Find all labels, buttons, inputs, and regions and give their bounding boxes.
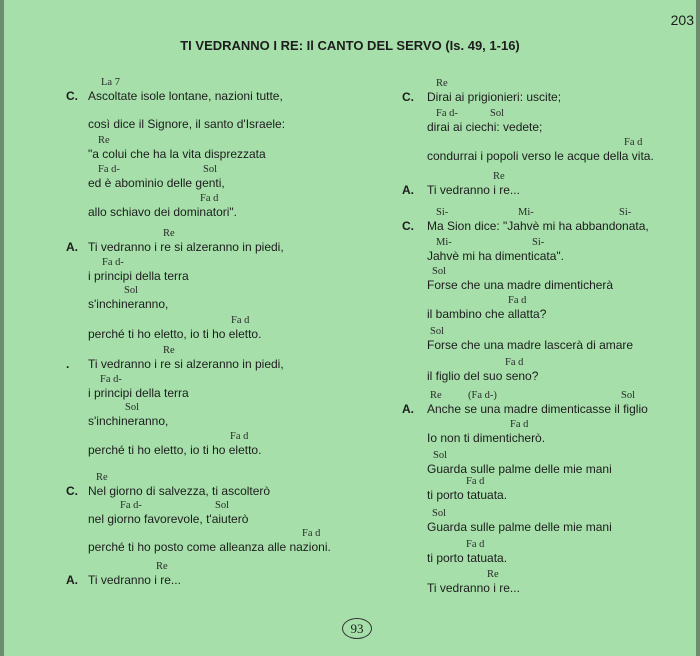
right-chord: Fa d- [436, 108, 458, 119]
left-lyric-line: nel giorno favorevole, t'aiuterò [88, 512, 249, 526]
footer-page-number: 93 [342, 618, 372, 639]
right-lyric-line: Anche se una madre dimenticasse il figlio [427, 402, 648, 416]
left-chord: Re [96, 472, 108, 483]
right-chord: Sol [432, 266, 447, 277]
left-chord: La 7 [101, 77, 120, 88]
right-lyric-line: Ti vedranno i re... [427, 183, 520, 197]
left-chord: Sol [203, 164, 218, 175]
right-chord: Fa d [624, 137, 643, 148]
left-lyric-line: così dice il Signore, il santo d'Israele: [88, 117, 286, 131]
left-lyric-line: ed è abominio delle genti, [88, 176, 225, 190]
left-chord: Fa d [200, 193, 219, 204]
right-lyric-line: Ma Sion dice: "Jahvè mi ha abbandonata, [427, 219, 649, 233]
right-chord: Mi- [436, 237, 452, 248]
right-chord: Re [436, 78, 448, 89]
left-chord: Fa d [302, 528, 321, 539]
left-chord: Fa d- [98, 164, 120, 175]
right-chord: Mi- [518, 207, 534, 218]
right-chord: Si- [436, 207, 449, 218]
right-chord: Si- [619, 207, 632, 218]
right-lyric-line: dirai ai ciechi: vedete; [427, 120, 543, 134]
right-chord: Fa d [505, 357, 524, 368]
left-chord: Sol [124, 285, 139, 296]
right-chord: Fa d [508, 295, 527, 306]
left-lyric-line: perché ti ho eletto, io ti ho eletto. [88, 443, 262, 457]
left-lyric-line: i principi della terra [88, 386, 189, 400]
right-chord: Sol [432, 508, 447, 519]
left-part-label: C. [66, 89, 78, 103]
left-page-edge [0, 0, 4, 656]
left-part-label: A. [66, 240, 78, 254]
right-chord: Sol [430, 326, 445, 337]
right-chord: Fa d [510, 419, 529, 430]
left-lyric-line: Ti vedranno i re si alzeranno in piedi, [88, 357, 284, 371]
right-part-label: C. [402, 90, 414, 104]
right-lyric-line: Io non ti dimenticherò. [427, 431, 546, 445]
left-part-label: A. [66, 573, 78, 587]
left-chord: Sol [125, 402, 140, 413]
left-chord: Fa d [230, 431, 249, 442]
right-part-label: A. [402, 183, 414, 197]
left-lyric-line: s'inchineranno, [88, 414, 169, 428]
left-chord: Fa d- [120, 500, 142, 511]
right-part-label: C. [402, 219, 414, 233]
right-chord: Re [430, 390, 442, 401]
left-lyric-line: i principi della terra [88, 269, 189, 283]
left-lyric-line: perché ti ho posto come alleanza alle nazioni. [88, 540, 331, 554]
left-lyric-line: Ti vedranno i re si alzeranno in piedi, [88, 240, 284, 254]
right-lyric-line: Guarda sulle palme delle mie mani [427, 462, 612, 476]
right-part-label: A. [402, 402, 414, 416]
right-chord: Fa d [466, 539, 485, 550]
left-part-label: . [66, 357, 70, 371]
right-chord: Sol [433, 450, 448, 461]
right-lyric-line: ti porto tatuata. [427, 551, 508, 565]
right-lyric-line: Forse che una madre lascerà di amare [427, 338, 634, 352]
left-chord: Re [98, 135, 110, 146]
right-lyric-line: Dirai ai prigionieri: uscite; [427, 90, 562, 104]
left-chord: Re [156, 561, 168, 572]
left-part-label: C. [66, 484, 78, 498]
right-chord: (Fa d-) [468, 390, 497, 401]
right-chord: Sol [490, 108, 505, 119]
left-chord: Re [163, 345, 175, 356]
right-lyric-line: Ti vedranno i re... [427, 581, 520, 595]
right-lyric-line: condurrai i popoli verso le acque della vita. [427, 149, 654, 163]
right-lyric-line: Jahvè mi ha dimenticata". [427, 249, 564, 263]
left-lyric-line: "a colui che ha la vita disprezzata [88, 147, 266, 161]
right-lyric-line: Forse che una madre dimenticherà [427, 278, 614, 292]
left-chord: Fa d [231, 315, 250, 326]
song-title: TI VEDRANNO I RE: Il CANTO DEL SERVO (Is. 49, 1-16) [180, 38, 520, 53]
left-lyric-line: Ascoltate isole lontane, nazioni tutte, [88, 89, 283, 103]
left-chord: Sol [215, 500, 230, 511]
right-lyric-line: Guarda sulle palme delle mie mani [427, 520, 612, 534]
right-chord: Fa d [466, 476, 485, 487]
left-lyric-line: allo schiavo dei dominatori". [88, 205, 238, 219]
right-page-edge [696, 0, 700, 656]
right-lyric-line: il bambino che allatta? [427, 307, 547, 321]
right-chord: Sol [621, 390, 636, 401]
right-lyric-line: ti porto tatuata. [427, 488, 508, 502]
right-chord: Re [487, 569, 499, 580]
left-lyric-line: perché ti ho eletto, io ti ho eletto. [88, 327, 262, 341]
left-chord: Fa d- [100, 374, 122, 385]
left-lyric-line: Ti vedranno i re... [88, 573, 181, 587]
left-chord: Re [163, 228, 175, 239]
left-lyric-line: s'inchineranno, [88, 297, 169, 311]
right-chord: Re [493, 171, 505, 182]
left-lyric-line: Nel giorno di salvezza, ti ascolterò [88, 484, 271, 498]
right-chord: Si- [532, 237, 545, 248]
left-chord: Fa d- [102, 257, 124, 268]
page-number: 203 [670, 12, 694, 28]
right-lyric-line: il figlio del suo seno? [427, 369, 539, 383]
